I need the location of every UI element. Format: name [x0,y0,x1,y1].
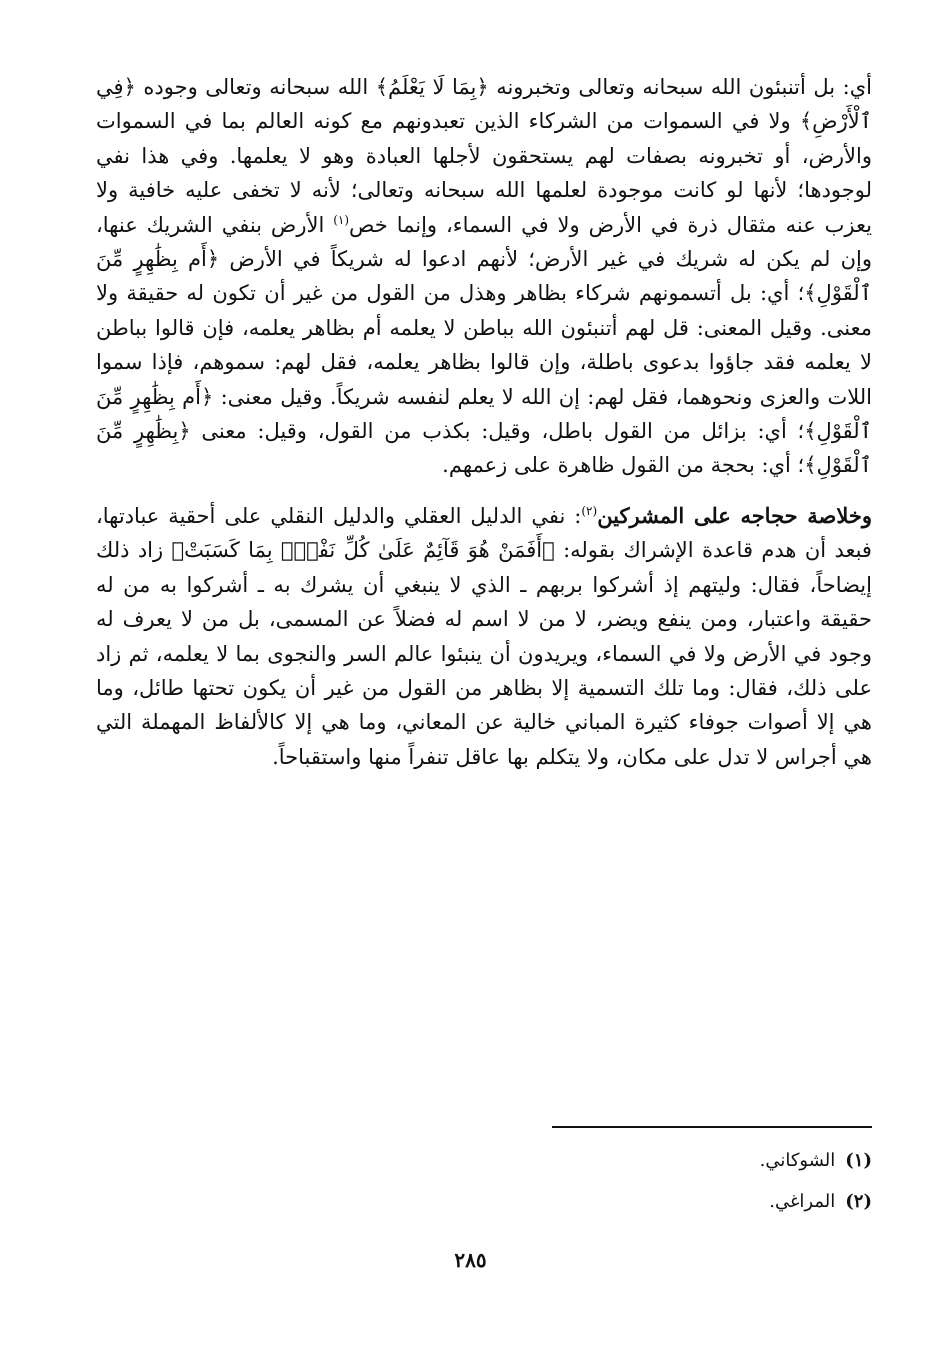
text-run: أي: بل أتنبئون الله سبحانه وتعالى وتخبرونه [488,75,872,99]
quran-quote: ﴿فِي ٱلْأَرْضِ﴾ [96,75,872,134]
footnote-divider [552,1126,872,1128]
paragraph-1 [96,70,872,483]
text-run: ولا في السموات من الشركاء الذين تعبدونهم مع كونه العالم بما في السموات والأرض، أو تخبرونه بصفات لهم يستحقون لأجلها العبادة وهو لا يعلمها. وفي هذا نفي لوجودها؛ لأنها لو كانت موجودة لعلمها الله سبحانه وتعالى؛ لأنه لا تخفى عليه خافية ولا يعزب عنه مثقال ذرة في الأرض ولا في السماء، وإنما خص [96,109,872,237]
paragraph-2 [96,499,872,774]
quran-quote: ﴿أَم بِظَٰهِرٍ مِّنَ ٱلْقَوْلِ﴾ [96,384,872,444]
footnote-text: المراغي. [769,1191,836,1212]
footnote-reference: (١) [333,212,350,227]
page-number: ٢٨٥ [454,1248,487,1272]
text-run: ؛ أي: بزائل من القول باطل، وقيل: بكذب من القول، وقيل: معنى [190,419,805,444]
text-run: ؛ أي: بحجة من القول ظاهرة على زعمهم. [442,453,805,478]
footnote-number: (٢) [845,1191,872,1212]
text-run: الأرض بنفي الشريك عنها، وإن لم يكن له شريك في غير الأرض؛ لأنهم ادعوا له شريكاً في الأرض [96,212,872,272]
page-body [96,70,872,774]
text-run: ؛ أي: بل أتسمونهم شركاء بظاهر وهذل من القول من غير أن تكون له حقيقة ولا معنى. وقيل المعنى: قل لهم أتنبئون الله بباطن لا يعلمه أم بظاهر يعلمه، فإن قالوا بباطن لا يعلمه فقد جاؤوا بدعوى باطلة، وإن قالوا بظاهر يعلمه، فقل لهم: سموهم، فإذا سموا اللات والعزى ونحوهما، فقل لهم: إن الله لا يعلم لنفسه شريكاً. وقيل معنى: [96,281,872,409]
main-text [96,70,872,774]
quran-quote: ﴿بِمَا لَا يَعْلَمُ﴾ [375,75,489,99]
footnotes [520,1140,872,1222]
text-run: : نفي الدليل العقلي والدليل النقلي على أحقية عبادتها، فبعد أن هدم قاعدة الإشراك بقوله: [96,503,872,563]
footnote-number: (١) [845,1150,872,1171]
footnote-reference: (٢) [581,503,598,518]
footnote-item [520,1140,872,1181]
text-run: زاد ذلك إيضاحاً، فقال: وليتهم إذ أشركوا بربهم ـ الذي لا ينبغي أن يشرك به ـ أشركوا به من له حقيقة واعتبار، ومن ينفع ويضر، لا من لا اسم له فضلاً عن المسمى، بل من لا يعرف له وجود في الأرض ولا في السماء، ويريدون أن ينبئوا عالم السر والنجوى بما لا يعلمه، ثم زاد على ذلك، فقال: وما تلك التسمية إلا بظاهر من القول من غير أن يكون تحتها طائل، وما هي إلا أصوات جوفاء كثيرة المباني خالية عن المعاني، وما هي إلا كالألفاظ المهملة التي هي أجراس لا تدل على مكان، ولا يتكلم بها عاقل تنفراً منها واستقباحاً. [96,538,872,769]
quran-quote: ﴿بِظَٰهِرٍ مِّنَ ٱلْقَوْلِ﴾ [96,419,872,478]
text-run: الله سبحانه وتعالى وجوده [135,75,376,99]
quran-quote: ﴿أَم بِظَٰهِرٍ مِّنَ ٱلْقَوْلِ﴾ [96,247,872,306]
quran-quote: ﴿أَفَمَنْ هُوَ قَآئِمٌ عَلَىٰ كُلِّ نَفْسٍۭ بِمَا كَسَبَتْ﴾ [171,538,555,563]
footnote-text: الشوكاني. [759,1150,836,1171]
section-heading: وخلاصة حجاجه على المشركين [597,502,872,528]
footnote-item [520,1181,872,1222]
